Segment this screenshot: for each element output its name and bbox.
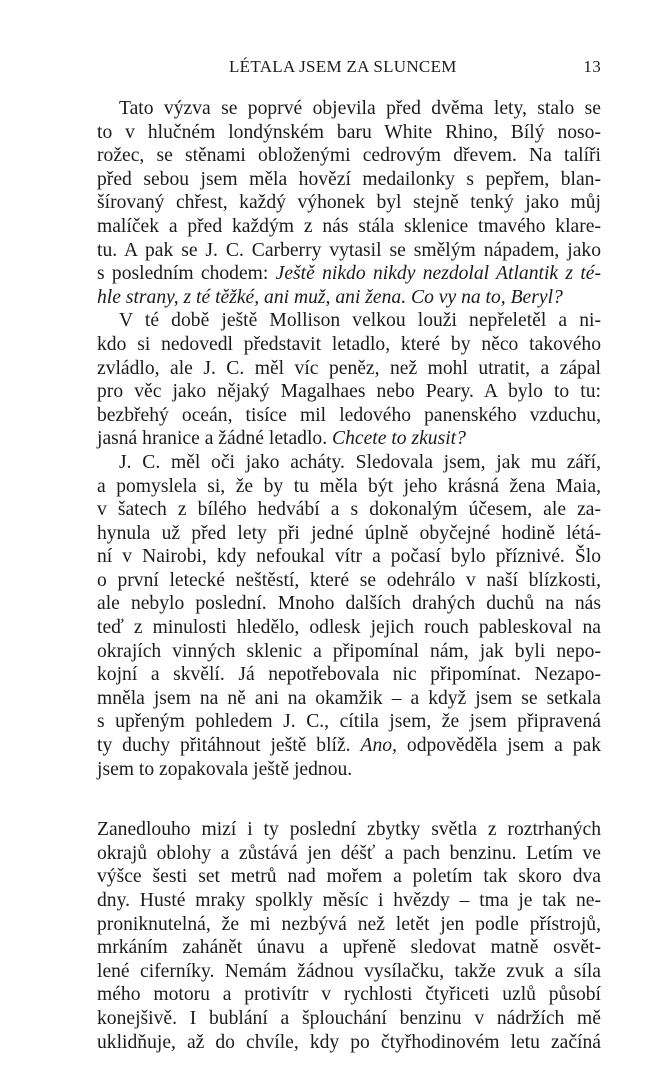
text-line: okrajů oblohy a zůstává jen déšť a pach benzinu. Letím ve xyxy=(97,842,601,864)
text-line xyxy=(97,286,601,310)
paragraph xyxy=(97,818,601,1054)
text-line: ní v Nairobi, kdy nefoukal vítr a počasí bylo příznivé. Šlo xyxy=(97,546,601,568)
text-line: konejšivě. I bublání a šplouchání benzinu v nádržích mě xyxy=(97,1007,601,1029)
text-line: kojní a skvělí. Já nepotřebovala nic připomínat. Nezapo- xyxy=(97,664,601,686)
text-line: kdo si nedovedl představit letadlo, které by něco takového xyxy=(97,333,601,355)
text-line: lené ciferníky. Nemám žádnou vysílačku, takže zvuk a síla xyxy=(97,960,601,982)
text-line: teď z minulosti hledělo, odlesk jejich rouch pableskoval na xyxy=(97,617,601,639)
section-break xyxy=(97,781,601,818)
text-line: s upřeným pohledem J. C., cítila jsem, že jsem připravená xyxy=(97,711,601,733)
text-line: mněla jsem na ně ani na okamžik – a když jsem se setkala xyxy=(97,687,601,709)
text-line: a pomyslela si, že by tu měla být jeho krásná žena Maia, xyxy=(97,475,601,497)
text-line xyxy=(97,262,601,286)
text-line: mrkáním zahánět únavu a upřeně sledovat matně osvět- xyxy=(97,937,601,959)
italic-text: hle strany, z té těžké, ani muž, ani žena. Co vy na to, Beryl? xyxy=(97,286,563,308)
text-line: okrajích vinných sklenic a připomínal nám, jak byli nepo- xyxy=(97,640,601,662)
text-line: mého motoru a protivítr v rychlosti čtyřiceti uzlů působí xyxy=(97,984,601,1006)
text-line: šírovaný chřest, každý výhonek byl stejně tenký jako můj xyxy=(97,192,601,214)
text-line: V té době ještě Mollison velkou louži nepřeletěl a ni- xyxy=(119,310,601,332)
text-fragment: ty duchy přitáhnout ještě blíž. xyxy=(97,735,361,757)
text-line: Zanedlouho mizí i ty poslední zbytky světla z roztrhaných xyxy=(97,819,601,841)
text-line: o první letecké neštěstí, které se odehrálo v naší blízkosti, xyxy=(97,569,601,591)
text-line: rožec, se stěnami obloženými cedrovým dřevem. Na talíři xyxy=(97,145,601,167)
text-line: v šatech z bílého hedvábí a s dokonalým účesem, ale za- xyxy=(97,499,601,521)
text-line: hynula už před lety při jedné úplně obyčejné hodině létá- xyxy=(97,522,601,544)
text-line xyxy=(97,427,601,451)
italic-text: Chcete to zkusit? xyxy=(332,428,466,450)
text-line: výšce šesti set metrů nad mořem a poletím tak skoro dva xyxy=(97,866,601,888)
text-line: J. C. měl oči jako acháty. Sledovala jsem, jak mu září, xyxy=(119,451,601,473)
text-line: to v hlučném londýnském baru White Rhino, Bílý noso- xyxy=(97,121,601,143)
text-line: uklidňuje, až do chvíle, kdy po čtyřhodinovém letu začíná xyxy=(97,1031,601,1053)
text-line: Tato výzva se poprvé objevila před dvěma lety, stalo se xyxy=(119,98,601,119)
paragraph xyxy=(97,309,601,451)
running-title: LÉTALA JSEM ZA SLUNCEM xyxy=(229,57,457,76)
paragraph xyxy=(97,97,601,309)
text-line xyxy=(97,734,601,758)
text-line: jsem to zopakovala ještě jednou. xyxy=(97,758,353,780)
italic-text: Ano, xyxy=(360,735,397,757)
text-line: bezbřehý oceán, tisíce mil ledového panenského vzduchu, xyxy=(97,404,601,426)
text-line: před sebou jsem měla hovězí medailonky s pepřem, blan- xyxy=(97,168,601,190)
italic-text: Ještě nikdo nikdy nezdolal Atlantik z té- xyxy=(275,263,601,285)
text-line: pro věc jako nějaký Magalhaes nebo Peary. A bylo to tu: xyxy=(97,381,601,403)
text-line: tu. A pak se J. C. Carberry vytasil se smělým nápadem, jako xyxy=(97,239,601,261)
body-text xyxy=(97,97,601,1054)
page-number: 13 xyxy=(583,57,601,76)
text-fragment: s posledním chodem: xyxy=(97,263,276,285)
text-fragment: jasná hranice a žádné letadlo. xyxy=(97,428,333,450)
text-fragment: odpověděla jsem a pak xyxy=(396,735,601,757)
text-line: ale nebylo poslední. Mnoho dalších drahých duchů na nás xyxy=(97,593,601,615)
text-line: zvládlo, ale J. C. měl víc peněz, než mohl utratit, a zápal xyxy=(97,357,601,379)
text-line: proniknutelná, že mi nezbývá než letět jen podle přístrojů, xyxy=(97,913,601,935)
paragraph xyxy=(97,451,601,781)
running-head xyxy=(97,57,601,81)
text-line: dny. Husté mraky spolkly měsíc i hvězdy – tma je tak ne- xyxy=(97,890,601,911)
text-line: malíček a před každým z nás stála sklenice tmavého klare- xyxy=(97,215,601,237)
